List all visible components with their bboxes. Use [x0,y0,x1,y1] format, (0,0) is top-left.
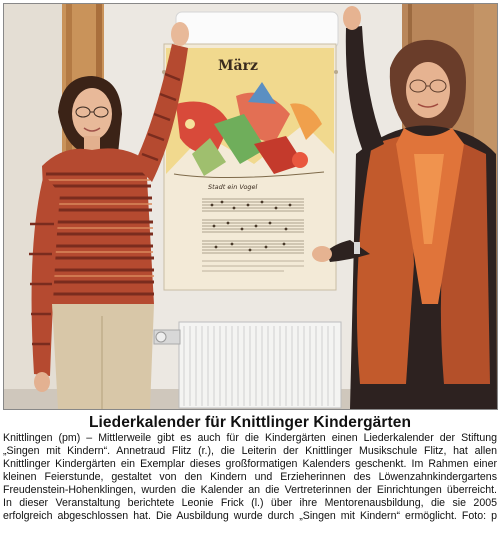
calendar-month: März [218,58,258,74]
calendar-poster [162,12,338,290]
article-body-line: Freudenstein-Hohenklingen, wurden die Kalender an die Vertreterinnen der Einrichtungen überreicht. [3,484,497,496]
article-body-line: kleinen Feierstunde, gestaltet von den Kindern und Erzieherinnen des Löwenzahnkindergartens [3,471,497,483]
article-headline: Liederkalender für Knittlinger Kindergärten [88,414,412,431]
article-body-line: In dieser Veranstaltung berichtete Leonie Frick (l.) über ihre Mentorenausbildung, die sie 2005 [3,497,497,509]
article-body-line: Knittlingen (pm) – Mittlerweile gibt es auch für die Kindergärten einen Liederkalender der Stiftung [3,432,497,444]
article-body-line: „Singen mit Kindern“. Annetraud Flitz (r.), die Leiterin der Knittlinger Musikschule Flitz, hat allen [3,445,497,457]
photo-illustration [4,4,497,409]
article-body-line: erfolgreich abgeschlossen hat. Die Ausbildung wurde durch „Singen mit Kindern“ ermöglicht. Foto: p [3,510,497,522]
article-photo [3,3,498,410]
article-body [3,432,497,523]
calendar-song-title: Stadt ein Vogel [208,183,258,191]
radiator [154,322,341,408]
article-body-line: Knittlinger Kindergärten ein Exemplar dieses großformatigen Kalenders geschenkt. Im Rahmen einer [3,458,497,470]
